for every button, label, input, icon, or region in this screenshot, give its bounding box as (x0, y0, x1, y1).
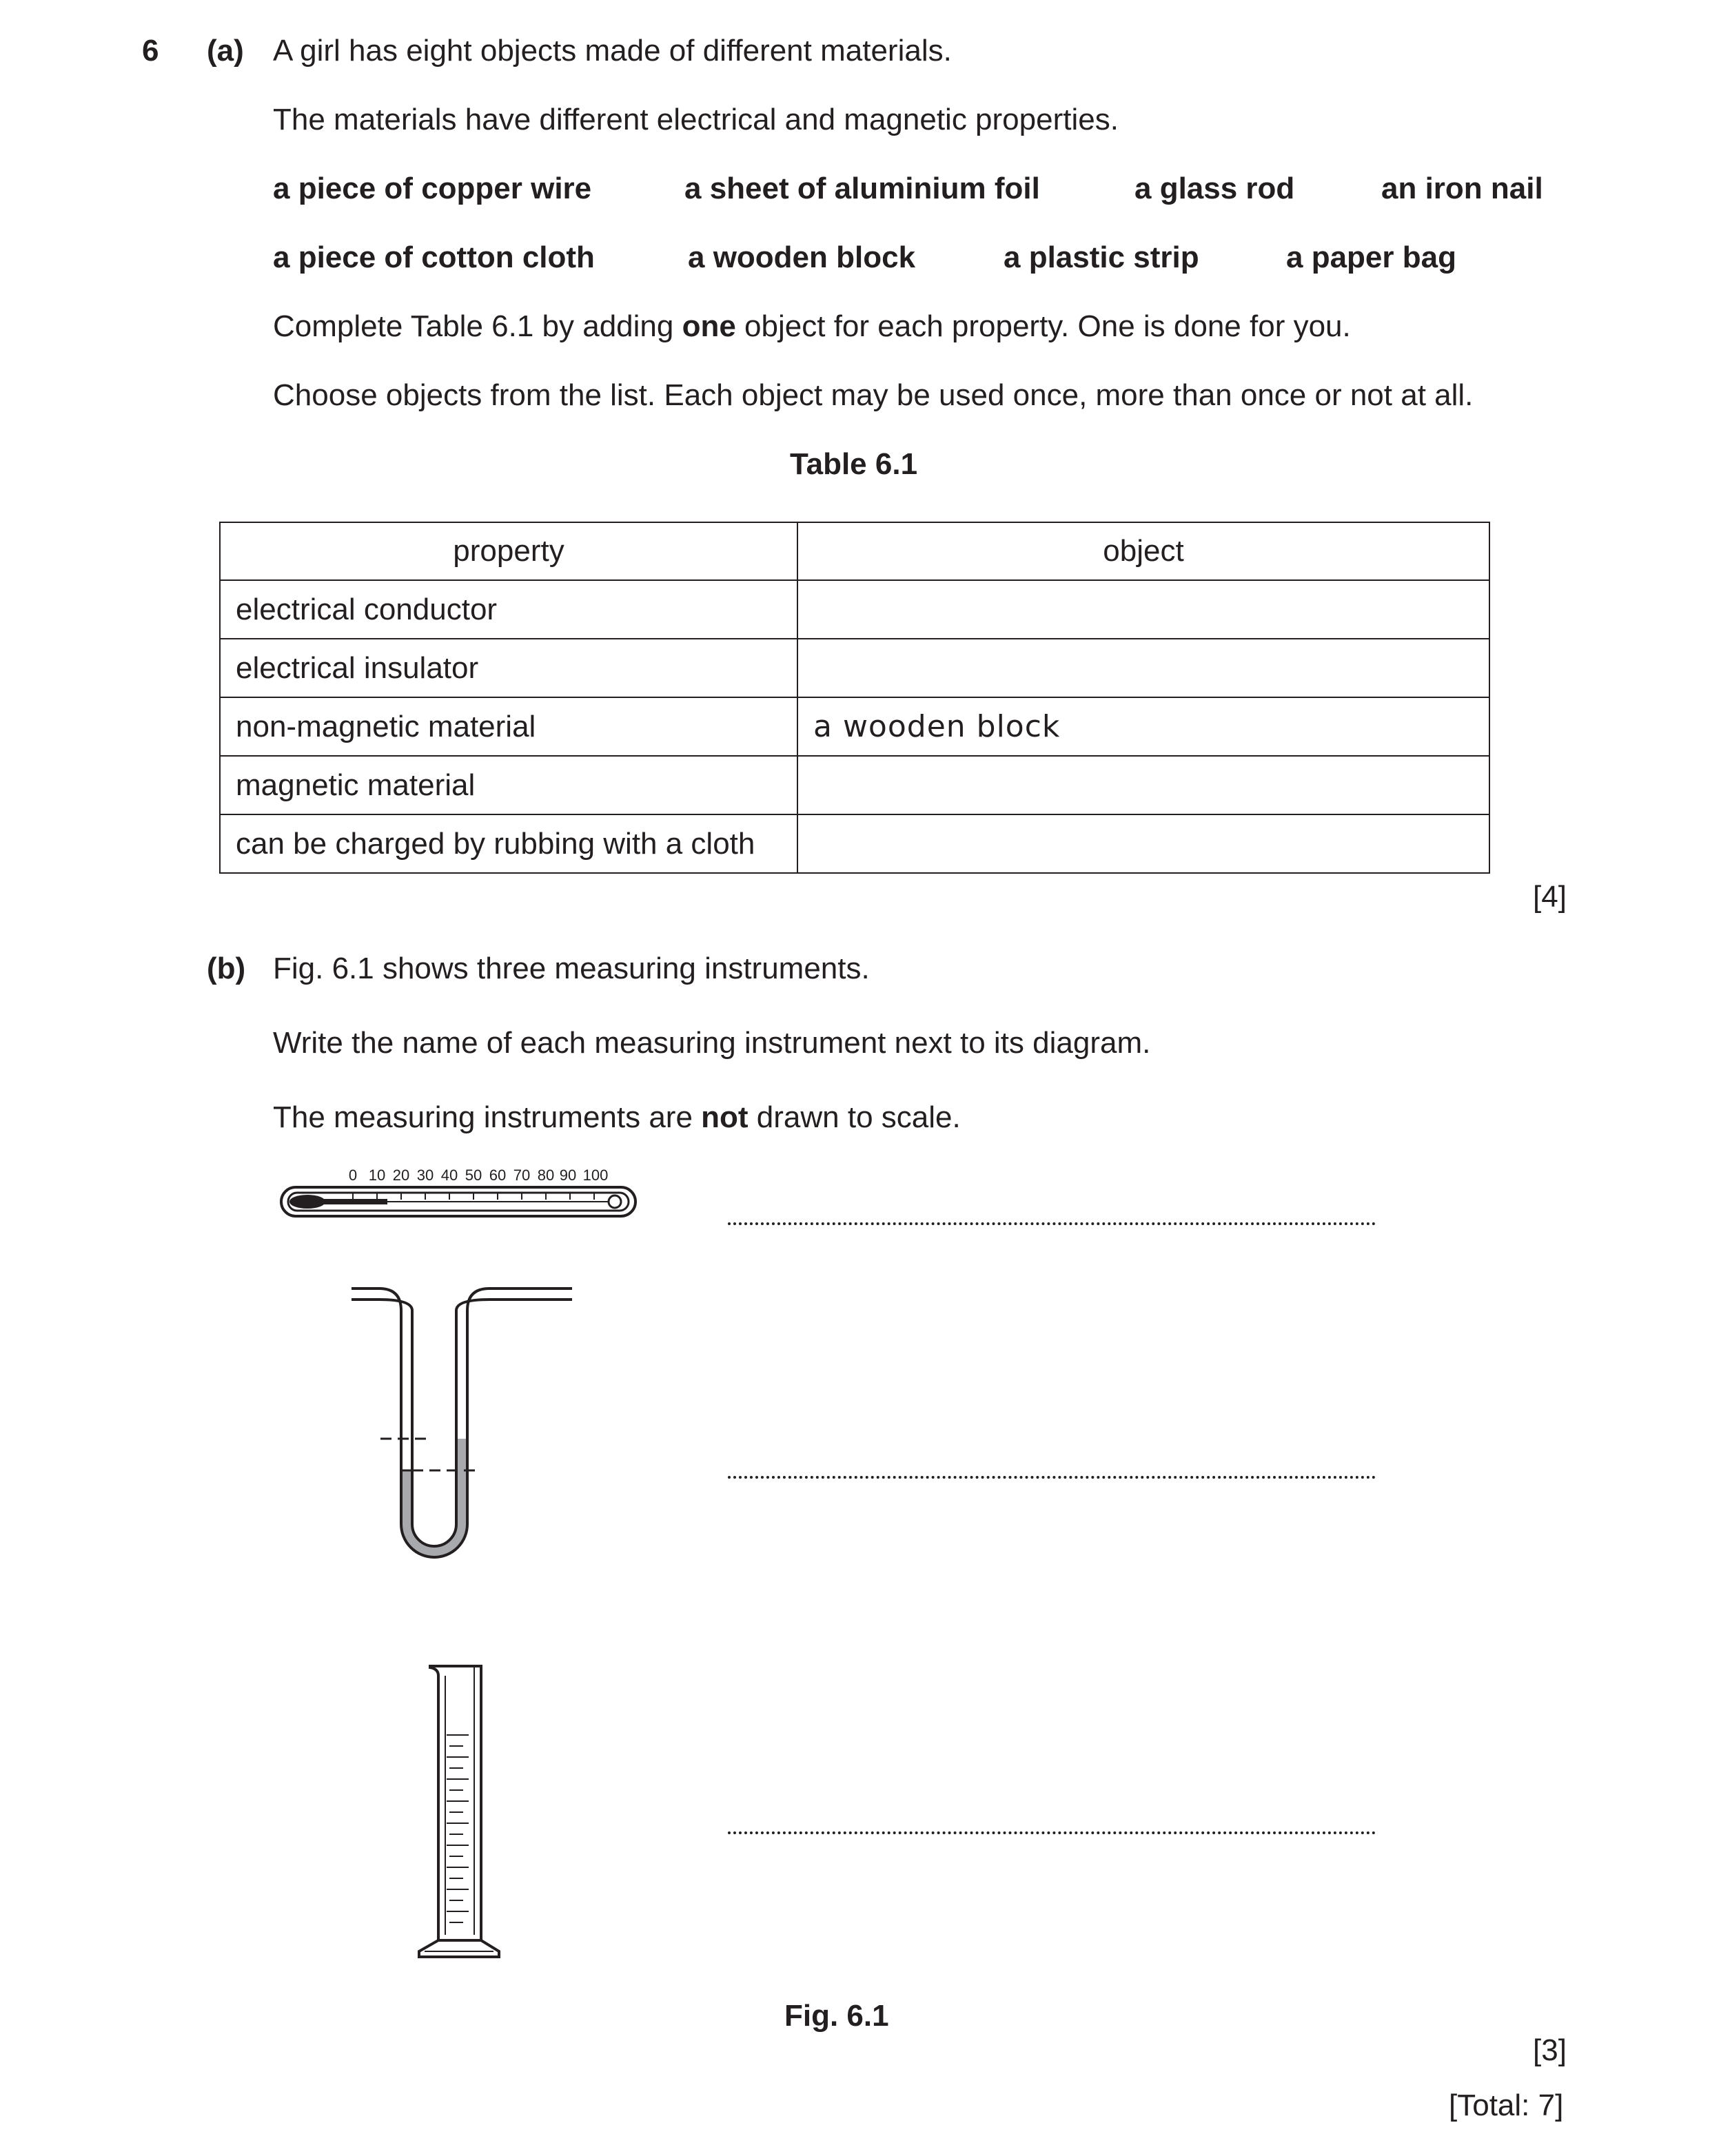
object-cotton-cloth: a piece of cotton cloth (273, 240, 595, 274)
scale-label: 30 (416, 1167, 434, 1184)
answer-line-3[interactable] (728, 1829, 1376, 1834)
scale-label: 40 (440, 1167, 458, 1184)
answer-cell[interactable] (797, 814, 1489, 873)
scale-note-pre: The measuring instruments are (273, 1100, 702, 1134)
scale-label: 100 (582, 1167, 609, 1184)
answer-cell[interactable] (797, 756, 1489, 814)
total-marks: [Total: 7] (1449, 2088, 1564, 2122)
table-row (220, 756, 1489, 814)
answer-line-2[interactable] (728, 1473, 1376, 1479)
table-header-row (220, 522, 1489, 580)
part-a-properties-line: The materials have different electrical and magnetic properties. (273, 103, 1119, 136)
scale-label: 60 (489, 1167, 507, 1184)
table-row (220, 697, 1489, 756)
header-object: object (797, 522, 1489, 580)
header-property: property (220, 522, 797, 580)
properties-table (219, 522, 1490, 874)
measuring-cylinder-diagram (411, 1659, 507, 1962)
object-wooden-block: a wooden block (688, 240, 916, 274)
scale-label: 50 (465, 1167, 482, 1184)
property-cell: electrical insulator (220, 639, 797, 697)
part-b-scale-note (273, 1100, 961, 1136)
object-aluminium-foil: a sheet of aluminium foil (684, 172, 1040, 205)
scale-note-bold: not (701, 1100, 749, 1134)
table-instruction (273, 309, 1351, 345)
object-iron-nail: an iron nail (1381, 172, 1543, 205)
thermometer-scale-labels (349, 1167, 608, 1184)
figure-caption: Fig. 6.1 (784, 1999, 889, 2033)
instruction-pre: Complete Table 6.1 by adding (273, 309, 682, 343)
table-row (220, 639, 1489, 697)
table-row (220, 814, 1489, 873)
scale-note-post: drawn to scale. (748, 1100, 961, 1134)
scale-label: 20 (392, 1167, 410, 1184)
answer-line-1[interactable] (728, 1220, 1376, 1225)
part-b-instruction: Write the name of each measuring instrument next to its diagram. (273, 1026, 1151, 1060)
answer-cell-example: a wooden block (797, 697, 1489, 756)
thermometer-diagram (276, 1161, 648, 1223)
property-cell: magnetic material (220, 756, 797, 814)
part-b-marks: [3] (1533, 2033, 1567, 2067)
property-cell: non-magnetic material (220, 697, 797, 756)
scale-label: 80 (537, 1167, 555, 1184)
table-title: Table 6.1 (790, 447, 918, 481)
instruction-bold: one (682, 309, 736, 343)
scale-label: 70 (513, 1167, 531, 1184)
object-paper-bag: a paper bag (1286, 240, 1456, 274)
property-cell: can be charged by rubbing with a cloth (220, 814, 797, 873)
question-number: 6 (142, 34, 159, 68)
scale-label: 0 (348, 1167, 358, 1184)
choose-instruction: Choose objects from the list. Each object may be used once, more than once or not at all. (273, 378, 1474, 412)
answer-cell[interactable] (797, 580, 1489, 639)
part-b-label: (b) (207, 952, 246, 985)
property-cell: electrical conductor (220, 580, 797, 639)
scale-label: 90 (559, 1167, 577, 1184)
object-copper-wire: a piece of copper wire (273, 172, 592, 205)
part-a-label: (a) (207, 34, 244, 68)
part-a-intro: A girl has eight objects made of different materials. (273, 34, 952, 68)
answer-cell[interactable] (797, 639, 1489, 697)
object-glass-rod: a glass rod (1134, 172, 1295, 205)
instruction-post: object for each property. One is done for you. (735, 309, 1351, 343)
manometer-diagram (345, 1283, 579, 1586)
table-row (220, 580, 1489, 639)
part-b-intro: Fig. 6.1 shows three measuring instruments. (273, 952, 870, 985)
scale-label: 10 (368, 1167, 386, 1184)
part-a-marks: [4] (1533, 880, 1567, 914)
object-plastic-strip: a plastic strip (1004, 240, 1199, 274)
